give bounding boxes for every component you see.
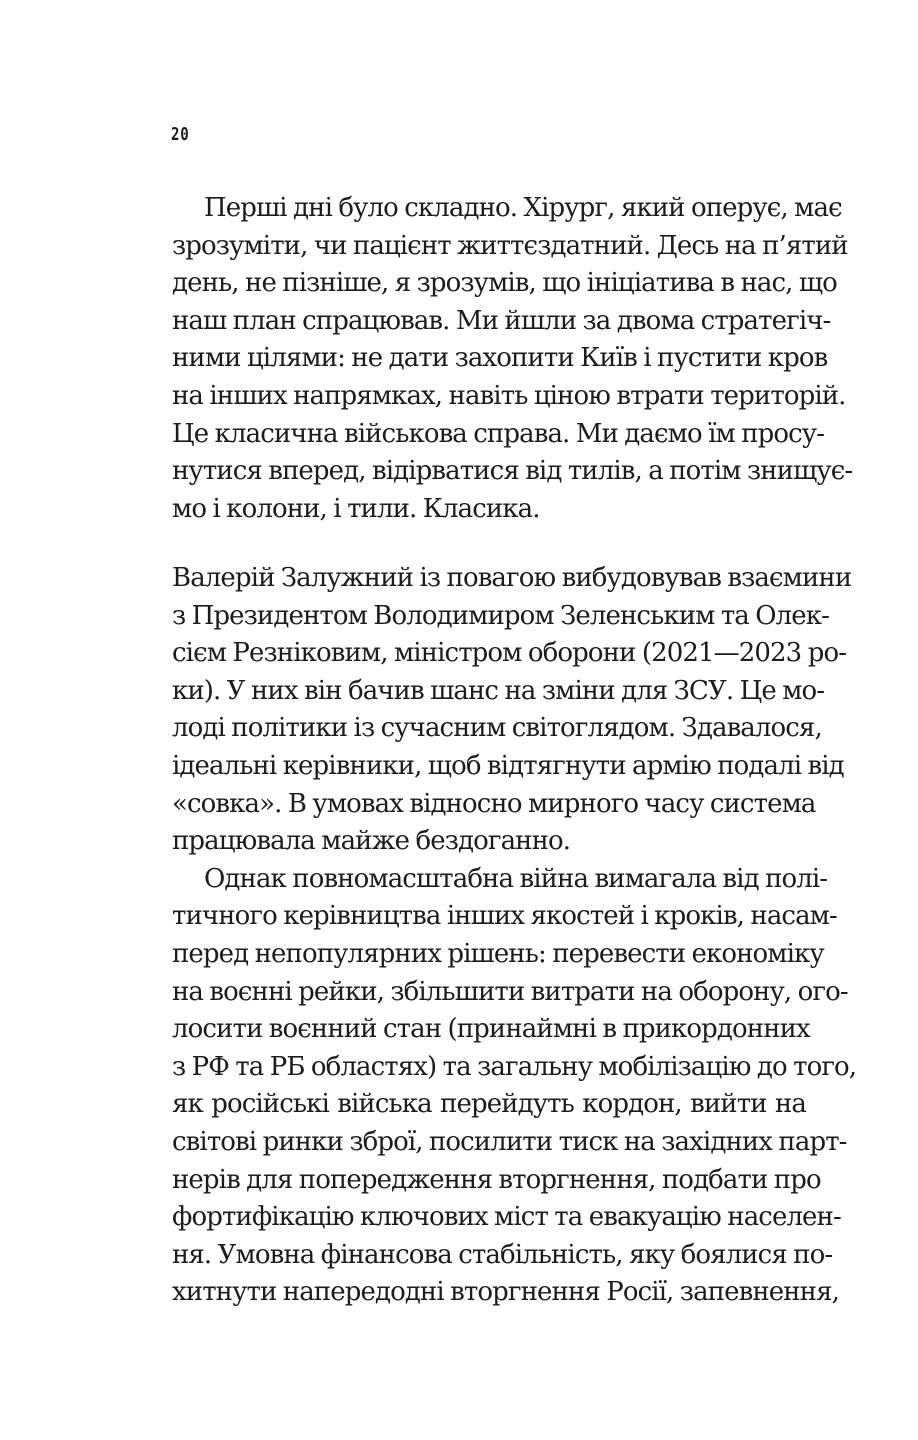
paragraph-line: лосити воєнний стан (принаймні в прикордонних: [172, 1014, 810, 1045]
paragraph-line: ідеальні керівники, щоб відтягнути армію подалі від: [172, 750, 844, 781]
paragraph-line: лоді політики із сучасним світоглядом. Здавалося,: [172, 713, 822, 744]
paragraph-line: як російські війська перейдуть кордон, вийти на: [172, 1089, 806, 1120]
body-text: [172, 560, 857, 1312]
paragraph-line: сієм Резніковим, міністром оборони (2021—2023 ро-: [172, 638, 847, 669]
quote-line: наш план спрацював. Ми йшли за двома стратегіч-: [172, 305, 831, 336]
paragraph-line: з Президентом Володимиром Зеленським та Олек-: [172, 600, 830, 631]
quote-line: нутися вперед, відірватися від тилів, а потім знищує-: [172, 456, 853, 487]
quote-line: день, не пізніше, я зрозумів, що ініціатива в нас, що: [172, 268, 837, 299]
quote-line: на інших напрямках, навіть ціною втрати територій.: [172, 380, 846, 411]
paragraph-line: фортифікацію ключових міст та евакуацію населен-: [172, 1202, 841, 1233]
quote-line: мо і колони, і тили. Класика.: [172, 493, 540, 524]
quote-line: Це класична військова справа. Ми даємо їм просу-: [172, 418, 825, 449]
paragraph-line: Однак повномасштабна війна вимагала від полі-: [204, 863, 828, 894]
paragraph-line: Валерій Залужний із повагою вибудовував взаємини: [172, 563, 852, 593]
paragraph-line: хитнути напередодні вторгнення Росії, запевнення,: [172, 1277, 839, 1308]
page-number: 20: [171, 124, 190, 145]
paragraph-line: світові ринки зброї, посилити тиск на західних парт-: [172, 1126, 847, 1157]
paragraph-line: тичного керівництва інших якостей і кроків, насам-: [172, 901, 837, 932]
quote-line: зрозуміти, чи пацієнт життєздатний. Десь на п’ятий: [172, 230, 848, 261]
quote-line: ними цілями: не дати захопити Київ і пустити кров: [172, 343, 828, 374]
paragraph-line: ня. Умовна фінансова стабільність, яку боялися по-: [172, 1239, 833, 1270]
paragraph-line: «совка». В умовах відносно мирного часу система: [172, 788, 816, 819]
paragraph-line: ки). У них він бачив шанс на зміни для ЗСУ. Це мо-: [172, 675, 825, 706]
paragraph-line: перед непопулярних рішень: перевести економіку: [172, 938, 824, 969]
quote-block: [172, 190, 853, 528]
paragraph-line: з РФ та РБ областях) та загальну мобілізацію до того,: [172, 1051, 857, 1082]
paragraph-line: на воєнні рейки, збільшити витрати на оборону, ого-: [172, 976, 848, 1007]
paragraph-line: нерів для попередження вторгнення, подбати про: [172, 1164, 821, 1195]
quote-line: Перші дні було складно. Хірург, який оперує, має: [204, 193, 842, 223]
paragraph-line: працювала майже бездоганно.: [172, 826, 571, 857]
